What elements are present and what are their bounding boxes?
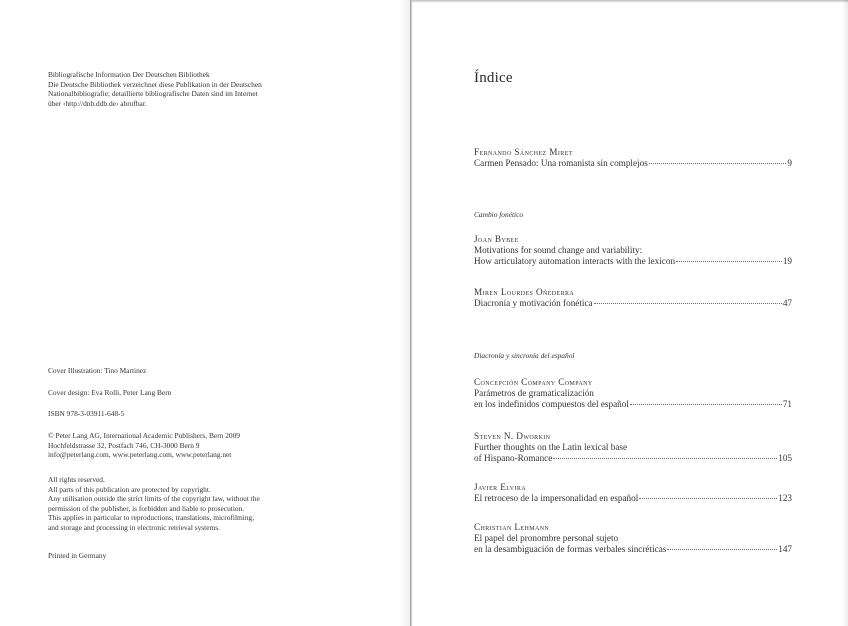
toc-title: Índice [474, 70, 513, 86]
toc-page-number: 147 [778, 544, 792, 554]
bib-line: Die Deutsche Bibliothek verzeichnet diese Publikation in der Deutschen [48, 79, 262, 89]
rights-line: permission of the publisher, is forbidden and liable to prosecution. [48, 503, 245, 513]
toc-page-number: 47 [782, 298, 792, 308]
isbn: ISBN 978-3-03911-648-5 [48, 409, 125, 418]
toc-author: Christian Lehmann [474, 522, 550, 532]
toc-author: Concepción Company Company [474, 377, 593, 387]
toc-page-number: 123 [778, 493, 792, 503]
toc-author: Javier Elvira [474, 482, 527, 492]
toc-title-line[interactable] [474, 453, 792, 464]
bib-line: Bibliografische Information Der Deutschen Bibliothek [48, 70, 210, 79]
toc-entry-title: Carmen Pensado: Una romanista sin complejos [474, 158, 648, 168]
toc-entry-title: en la desambiguación de formas verbales sincréticas [474, 544, 667, 554]
toc-page-number: 105 [778, 453, 792, 463]
toc-entry-subtitle: El papel del pronombre personal sujeto [474, 533, 619, 543]
toc-leader [630, 404, 782, 405]
publisher-line: Hochfeldstrasse 32, Postfach 746, CH-3000 Bern 9 [48, 440, 200, 450]
publisher-info [48, 431, 240, 460]
toc-entry [474, 431, 792, 464]
rights-line: and storage and processing in electronic retrieval systems. [48, 522, 220, 532]
toc-author: Steven N. Dworkin [474, 431, 551, 441]
bibliographic-information [48, 70, 262, 108]
toc-leader [553, 458, 777, 459]
toc-entry-title: How articulatory automation interacts with the lexicon [474, 256, 676, 266]
toc-section-heading: Cambio fonético [474, 210, 524, 219]
toc-leader [676, 261, 782, 262]
rights-line: This applies in particular to reproductions, translations, microfilming, [48, 513, 255, 523]
toc-entry-title: en los indefinidos compuestos del español [474, 399, 629, 409]
rights-notice [48, 475, 260, 533]
toc-leader [639, 498, 777, 499]
toc-title-line[interactable] [474, 158, 792, 169]
bib-line: Nationalbibliografie; detaillierte bibliografische Daten sind im Internet [48, 89, 258, 99]
toc-entry-subtitle: Motivations for sound change and variability: [474, 245, 643, 255]
cover-illustration-credit: Cover Illustration: Tino Martinez [48, 366, 147, 375]
toc-section-heading: Diacronía y sincronía del español [474, 351, 575, 360]
toc-title-line[interactable] [474, 298, 792, 309]
toc-entry-title: of Hispano-Romance [474, 453, 553, 463]
publisher-line: © Peter Lang AG, International Academic Publishers, Bern 2009 [48, 431, 240, 440]
toc-entry-title: El retroceso de la impersonalidad en español [474, 493, 639, 503]
toc-title-line[interactable] [474, 493, 792, 504]
rights-line: All parts of this publication are protected by copyright. [48, 484, 211, 494]
toc-author: Miren Lourdes Oñederra [474, 287, 575, 297]
toc-entry-subtitle: Further thoughts on the Latin lexical base [474, 442, 628, 452]
right-page [412, 0, 848, 626]
printed-in: Printed in Germany [48, 551, 107, 560]
toc-entry-title: Diacronía y motivación fonética [474, 298, 593, 308]
toc-entry [474, 147, 792, 169]
toc-leader [649, 163, 787, 164]
toc-entry [474, 287, 792, 309]
toc-title-line[interactable] [474, 256, 792, 267]
left-page [0, 0, 410, 626]
toc-leader [594, 303, 782, 304]
toc-author: Fernando Sánchez Miret [474, 147, 573, 157]
toc-page-number: 71 [782, 399, 792, 409]
cover-design-credit: Cover design: Eva Rolli, Peter Lang Bern [48, 388, 172, 397]
toc-title-line[interactable] [474, 544, 792, 555]
toc-entry [474, 482, 792, 504]
toc-author: Joan Bybee [474, 234, 519, 244]
toc-entry [474, 377, 792, 410]
rights-line: Any utilisation outside the strict limits of the copyright law, without the [48, 494, 260, 504]
toc-title-line[interactable] [474, 399, 792, 410]
toc-page-number: 19 [782, 256, 792, 266]
toc-entry-subtitle: Parámetros de gramaticalización [474, 388, 594, 398]
toc-entry [474, 234, 792, 267]
rights-line: All rights reserved. [48, 475, 105, 484]
publisher-line: info@peterlang.com, www.peterlang.com, www.peterlang.net [48, 450, 232, 460]
toc-leader [667, 549, 777, 550]
toc-page-number: 9 [787, 158, 792, 168]
toc-entry [474, 522, 792, 555]
bib-line: über ‹http://dnb.ddb.de› abrufbar. [48, 98, 147, 108]
